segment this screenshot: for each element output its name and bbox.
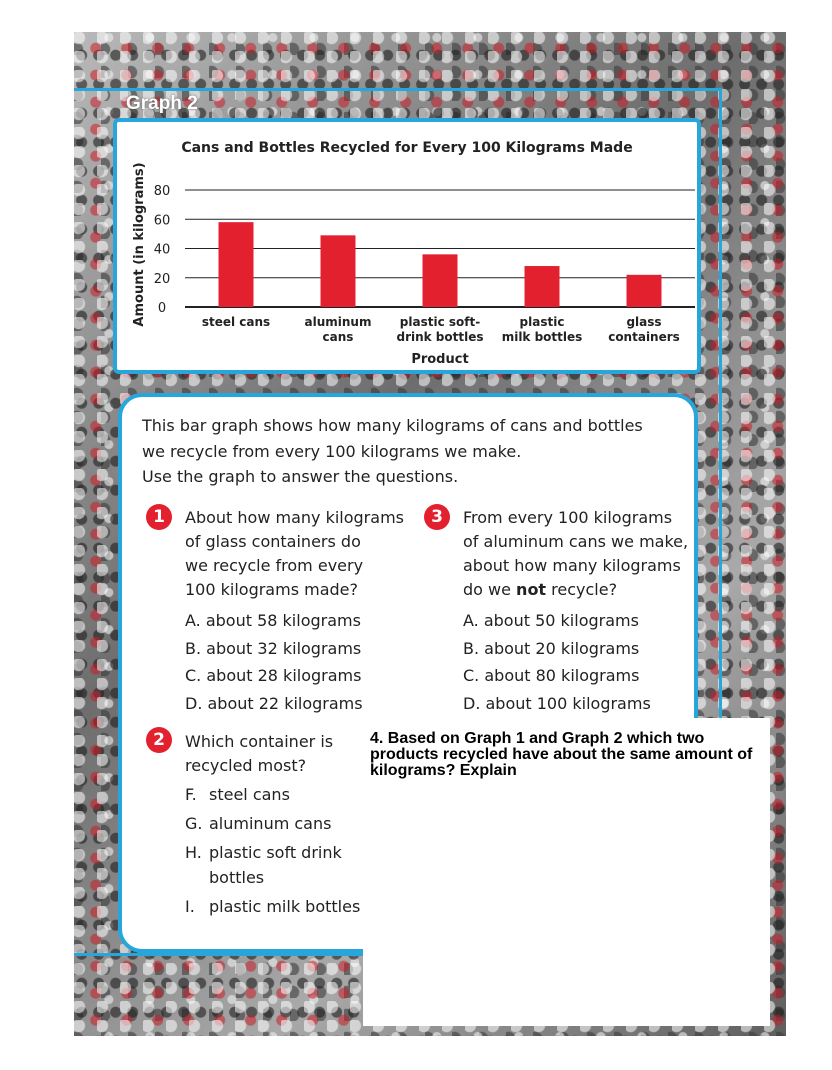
- question-1-line: of glass containers do: [185, 532, 361, 551]
- x-tick-label: plastic soft-: [399, 315, 481, 329]
- option-text: aluminum cans: [209, 814, 332, 833]
- question-2-options: [185, 782, 360, 923]
- option-text: steel cans: [209, 785, 290, 804]
- question-1-text: [185, 506, 404, 602]
- x-tick-label: milk bottles: [501, 330, 583, 344]
- x-axis-label: Product: [411, 352, 469, 367]
- question-2-text: [185, 730, 333, 778]
- option-text: plastic soft drink: [209, 843, 342, 862]
- bar: [321, 235, 356, 307]
- question-3-option-a[interactable]: [463, 607, 651, 635]
- option-letter: D.: [185, 693, 203, 713]
- intro-line-2: we recycle from every 100 kilograms we make.: [142, 442, 522, 461]
- question-1-line: we recycle from every: [185, 556, 364, 575]
- option-text: about 22 kilograms: [207, 693, 363, 713]
- question-2-option-i[interactable]: [185, 894, 360, 923]
- question-3-line: of aluminum cans we make,: [463, 532, 689, 551]
- graph-label: Graph 2: [126, 93, 198, 114]
- question-2-option-h[interactable]: [185, 840, 360, 894]
- option-text-continued: bottles: [209, 868, 265, 887]
- option-letter: B.: [463, 638, 480, 658]
- option-text: about 100 kilograms: [485, 693, 651, 713]
- y-axis-label: Amount (in kilograms): [132, 162, 147, 327]
- question-3-options: [463, 607, 651, 717]
- option-letter: C.: [185, 666, 202, 685]
- option-text: about 28 kilograms: [206, 666, 362, 685]
- question-3-badge: 3: [424, 504, 450, 530]
- option-letter: F.: [185, 785, 197, 804]
- question-3-line: do we: [463, 580, 517, 599]
- question-2-line: recycled most?: [185, 756, 307, 775]
- question-1-option-d[interactable]: [185, 690, 363, 718]
- option-letter: A.: [185, 611, 201, 630]
- bar: [627, 275, 662, 307]
- option-text: about 80 kilograms: [484, 666, 640, 685]
- option-text: about 50 kilograms: [483, 611, 639, 630]
- x-tick-label: cans: [322, 330, 354, 344]
- question-3-option-c[interactable]: [463, 662, 651, 690]
- chart-title: Cans and Bottles Recycled for Every 100 Kilograms Made: [181, 140, 633, 156]
- option-letter: C.: [463, 666, 480, 685]
- x-tick-label: steel cans: [201, 315, 271, 329]
- question-1-line: About how many kilograms: [185, 508, 404, 527]
- option-letter: B.: [185, 638, 202, 658]
- intro-text: [142, 413, 662, 465]
- question-3-option-d[interactable]: [463, 690, 651, 718]
- option-letter: I.: [185, 897, 195, 916]
- question-1-option-a[interactable]: [185, 607, 363, 635]
- option-text: about 20 kilograms: [484, 638, 640, 658]
- bar: [219, 222, 254, 307]
- instruction-text: Use the graph to answer the questions.: [142, 467, 459, 486]
- question-4-text: 4. Based on Graph 1 and Graph 2 which two products recycled have about the same amount of kilograms? Explain: [370, 730, 753, 779]
- option-text: about 32 kilograms: [206, 638, 362, 658]
- y-tick-label: 20: [153, 271, 171, 287]
- question-3-option-b[interactable]: [463, 635, 651, 663]
- question-1-option-b[interactable]: [185, 635, 363, 663]
- x-tick-label: containers: [608, 330, 680, 344]
- question-1-options: [185, 607, 363, 717]
- y-tick-label: 60: [153, 213, 171, 229]
- y-tick-label: 80: [153, 184, 171, 199]
- question-3-line: about how many kilograms: [463, 556, 681, 575]
- question-2-badge: 2: [146, 727, 172, 753]
- question-1-line: 100 kilograms made?: [185, 580, 358, 599]
- question-1-option-c[interactable]: [185, 662, 363, 690]
- question-3-text: [463, 506, 688, 602]
- question-3-line: From every 100 kilograms: [463, 508, 673, 527]
- question-2-line: Which container is: [185, 732, 334, 751]
- bar: [525, 266, 560, 307]
- x-tick-label: plastic: [519, 315, 565, 329]
- question-3-line: recycle?: [546, 580, 618, 599]
- bar: [423, 254, 458, 307]
- option-letter: G.: [185, 814, 203, 833]
- y-tick-label: 0: [157, 301, 167, 316]
- question-1-badge: 1: [146, 504, 172, 530]
- question-2-option-f[interactable]: [185, 782, 360, 811]
- x-tick-label: drink bottles: [396, 330, 484, 344]
- emphasis-not: not: [516, 580, 547, 599]
- option-text: about 58 kilograms: [205, 611, 361, 630]
- option-letter: D.: [463, 693, 481, 713]
- question-2-option-g[interactable]: [185, 811, 360, 840]
- x-tick-label: glass: [626, 315, 662, 329]
- intro-line-1: This bar graph shows how many kilograms of cans and bottles: [142, 416, 643, 435]
- y-tick-label: 40: [153, 242, 171, 258]
- bar-chart: [117, 122, 697, 370]
- x-tick-label: aluminum: [304, 315, 372, 329]
- option-text: plastic milk bottles: [209, 897, 361, 916]
- option-letter: H.: [185, 843, 202, 862]
- chart-container: [113, 118, 701, 374]
- option-letter: A.: [463, 611, 479, 630]
